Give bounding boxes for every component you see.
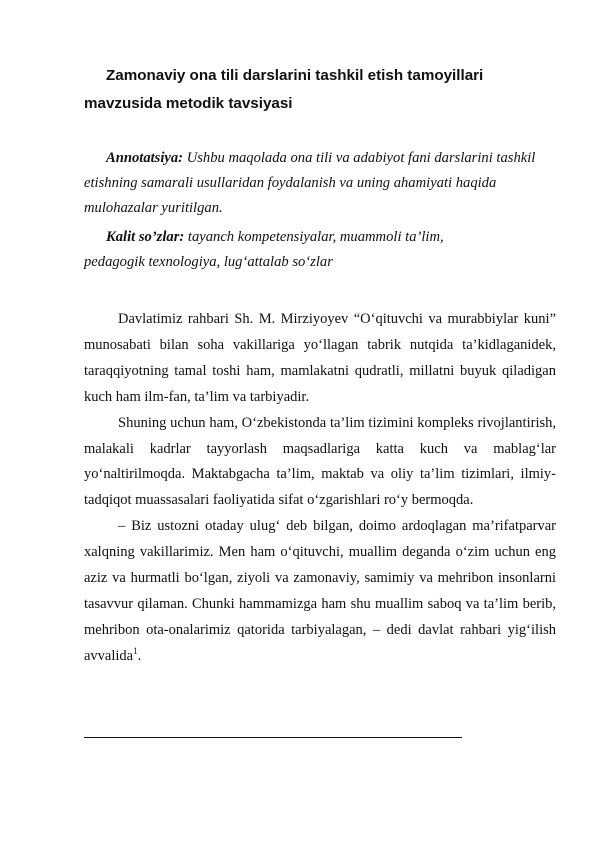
article-title: Zamonaviy ona tili darslarini tashkil etish tamoyillari mavzusida metodik tavsiyasi xyxy=(84,67,484,112)
article-body xyxy=(84,307,556,670)
body-paragraph-2: Shuning uchun ham, O‘zbekistonda ta’lim tizimini kompleks rivojlantirish, malakali kadrlar tayyorlash maqsadlariga katta kuch va mablag‘lar yo‘naltirilmoqda. Maktabgacha ta’lim, maktab va oliy ta’lim tizimlari, ilmiy-tadqiqot muassasalari faoliyatida sifat o‘zgarishlari ro‘y bermoqda. xyxy=(84,414,556,509)
body-paragraph-1: Davlatimiz rahbari Sh. M. Mirziyoyev “O‘qituvchi va murabbiylar kuni” munosabati bilan soha vakillariga yo‘llagan tabrik nutqida ta’kidlaganidek, taraqqiyotning tamal toshi ham, mamlakatni qudratli, millatni buyuk qiladigan kuch ham ilm-fan, ta’lim va tarbiyadir. xyxy=(84,311,556,405)
footnote-reference[interactable]: 1 xyxy=(133,645,138,656)
annotation-text: Ushbu maqolada ona tili va adabiyot fani darslarini tashkil etishning samarali usullaridan foydalanish va uning ahamiyati haqida mulohazalar yuritilgan. xyxy=(84,150,536,216)
keywords-label: Kalit so’zlar: xyxy=(106,229,185,245)
annotation xyxy=(84,146,556,221)
keywords-text: tayanch kompetensiyalar, muammoli ta’lim, pedagogik texnologiya, lug‘attalab so‘zlar xyxy=(84,229,444,270)
footnote-separator xyxy=(84,737,462,738)
keywords xyxy=(84,225,504,275)
body-paragraph-3-text: – Biz ustozni otaday ulug‘ deb bilgan, doimo ardoqlagan ma’rifatparvar xalqning vakillarimiz. Men ham o‘qituvchi, muallim deganda o‘zim uchun eng aziz va hurmatli bo‘lgan, ziyoli va zamonaviy, samimiy va mehribon insonlarni tasavvur qilaman. Chunki hammamizga ham shu muallim saboq va ta’lim berib, mehribon ota-onalarimiz qatorida tarbiyalagan, – dedi davlat rahbari yig‘ilish avvalida xyxy=(84,518,556,664)
body-paragraph-3: – Biz ustozni otaday ulug‘ deb bilgan, doimo ardoqlagan ma’rifatparvar xalqning vakillarimiz. Men ham o‘qituvchi, muallim deganda o‘zim uchun eng aziz va hurmatli bo‘lgan, ziyoli va zamonaviy, samimiy va mehribon insonlarni tasavvur qilaman. Chunki hammamizga ham shu muallim saboq va ta’lim berib, mehribon ota-onalarimiz qatorida tarbiyalagan, – dedi davlat rahbari yig‘ilish avvalida$^1$. xyxy=(84,518,556,664)
annotation-label: Annotatsiya: xyxy=(106,150,184,166)
